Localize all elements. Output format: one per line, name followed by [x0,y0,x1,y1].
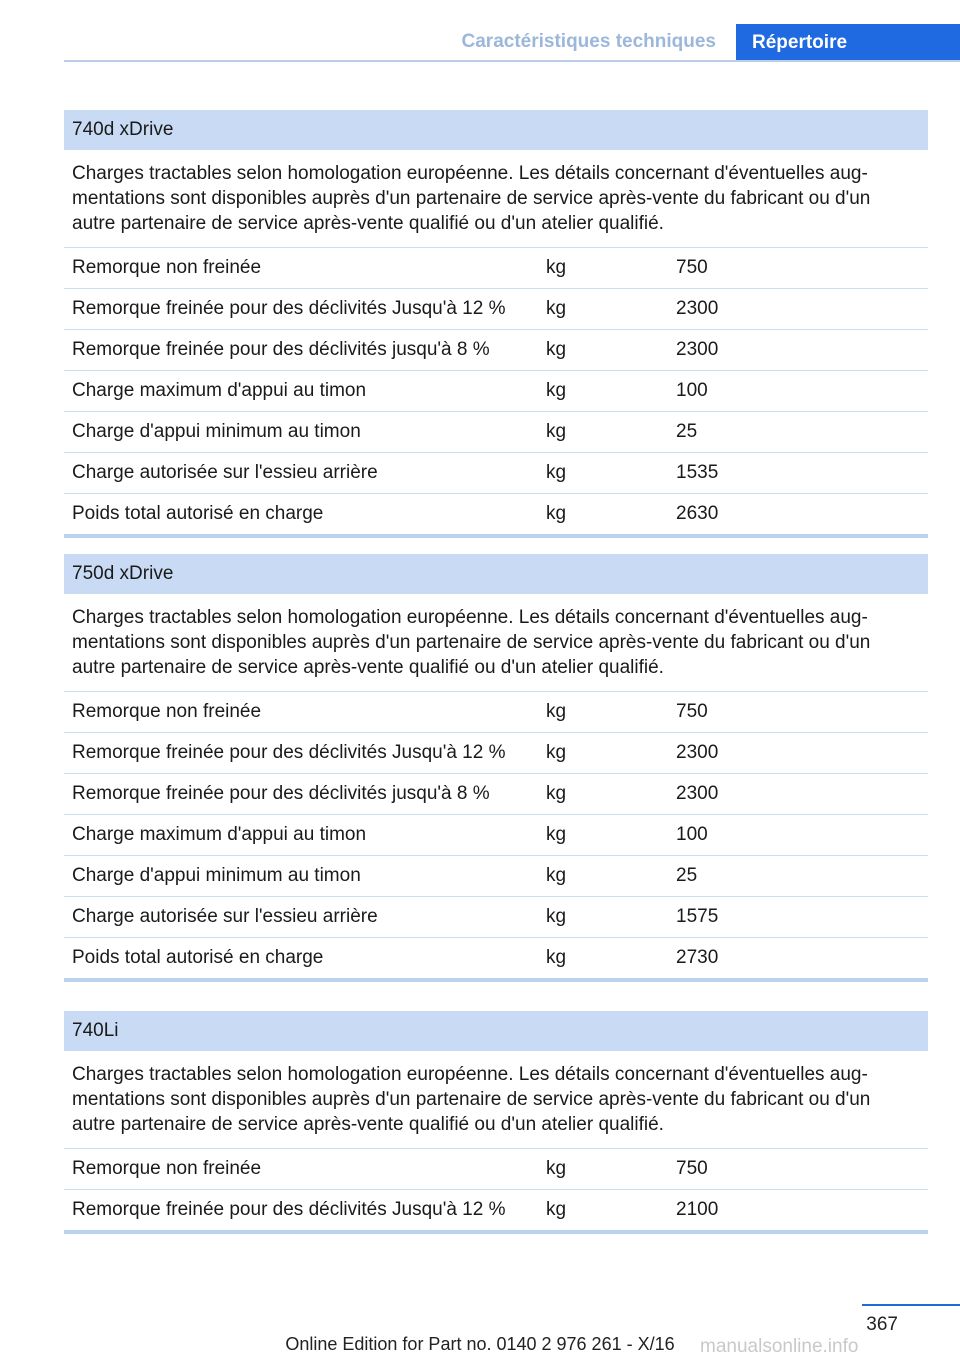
table-row [64,412,928,453]
table-row [64,1149,928,1190]
row-unit: kg [546,298,567,319]
row-unit: kg [546,906,567,927]
row-value: 2300 [676,298,719,319]
edition-note: Online Edition for Part no. 0140 2 976 261 - X/16 [285,1334,675,1354]
row-unit: kg [546,339,567,360]
row-unit: kg [546,1199,567,1220]
row-label: Charge autorisée sur l'essieu arrière [72,462,378,483]
row-label: Remorque freinée pour des déclivités Jusqu'à 12 % [72,1199,506,1220]
row-value: 750 [676,1158,708,1179]
table-bottom-rule [64,978,928,982]
table-note: Charges tractables selon homologation européenne. Les détails concernant d'éventuelles aug-mentations sont disponibles auprès d'un partenaire de service après-vente du fabricant ou d'un autre partenaire de service après-vente qualifié ou d'un atelier qualifié. [64,1051,928,1149]
table-row [64,248,928,289]
table-row [64,692,928,733]
row-value: 100 [676,824,708,845]
row-value: 1575 [676,906,719,927]
row-value: 2300 [676,339,719,360]
table-row [64,289,928,330]
table-title: 740Li [64,1011,928,1051]
row-label: Remorque non freinée [72,257,262,278]
row-value: 2730 [676,947,719,968]
row-label: Remorque non freinée [72,1158,262,1179]
row-unit: kg [546,503,567,524]
table-bottom-rule [64,534,928,538]
row-label: Charge autorisée sur l'essieu arrière [72,906,378,927]
row-value: 25 [676,421,698,442]
spec-table-740d-xdrive [64,110,928,538]
row-value: 100 [676,380,708,401]
row-label: Remorque freinée pour des déclivités Jusqu'à 12 % [72,742,506,763]
table-title: 750d xDrive [64,554,928,594]
row-unit: kg [546,824,567,845]
row-unit: kg [546,947,567,968]
table-row [64,815,928,856]
row-unit: kg [546,462,567,483]
table-note: Charges tractables selon homologation européenne. Les détails concernant d'éventuelles aug-mentations sont disponibles auprès d'un partenaire de service après-vente du fabricant ou d'un autre partenaire de service après-vente qualifié ou d'un atelier qualifié. [64,594,928,692]
watermark: manualsonline.info [700,1336,859,1357]
row-unit: kg [546,1158,567,1179]
row-unit: kg [546,742,567,763]
table-row [64,733,928,774]
spec-table-750d-xdrive [64,554,928,982]
row-value: 1535 [676,462,719,483]
row-value: 750 [676,257,708,278]
table-row [64,774,928,815]
row-value: 2300 [676,783,719,804]
row-label: Remorque freinée pour des déclivités jusqu'à 8 % [72,339,490,360]
row-label: Charge d'appui minimum au timon [72,865,361,886]
row-label: Remorque freinée pour des déclivités jusqu'à 8 % [72,783,490,804]
table-bottom-rule [64,1230,928,1234]
table-row [64,897,928,938]
header-section-title: Caractéristiques techniques [461,31,716,52]
row-unit: kg [546,701,567,722]
row-unit: kg [546,257,567,278]
row-value: 2630 [676,503,719,524]
header-divider [64,60,960,62]
row-unit: kg [546,380,567,401]
row-unit: kg [546,783,567,804]
row-value: 25 [676,865,698,886]
row-label: Poids total autorisé en charge [72,503,324,524]
spec-table-740li [64,1011,928,1234]
row-value: 2300 [676,742,719,763]
row-label: Charge d'appui minimum au timon [72,421,361,442]
table-row [64,856,928,897]
row-value: 2100 [676,1199,719,1220]
row-label: Charge maximum d'appui au timon [72,824,367,845]
row-label: Charge maximum d'appui au timon [72,380,367,401]
table-row [64,1190,928,1230]
table-title: 740d xDrive [64,110,928,150]
row-unit: kg [546,865,567,886]
table-note: Charges tractables selon homologation européenne. Les détails concernant d'éventuelles aug-mentations sont disponibles auprès d'un partenaire de service après-vente du fabricant ou d'un autre partenaire de service après-vente qualifié ou d'un atelier qualifié. [64,150,928,248]
row-label: Remorque non freinée [72,701,262,722]
header-chapter-tab[interactable]: Répertoire [736,24,960,61]
table-row [64,494,928,534]
table-row [64,938,928,978]
table-row [64,330,928,371]
footer-divider [862,1304,960,1306]
row-label: Poids total autorisé en charge [72,947,324,968]
table-row [64,453,928,494]
row-label: Remorque freinée pour des déclivités Jusqu'à 12 % [72,298,506,319]
page-number: 367 [866,1314,898,1335]
table-row [64,371,928,412]
row-value: 750 [676,701,708,722]
row-unit: kg [546,421,567,442]
